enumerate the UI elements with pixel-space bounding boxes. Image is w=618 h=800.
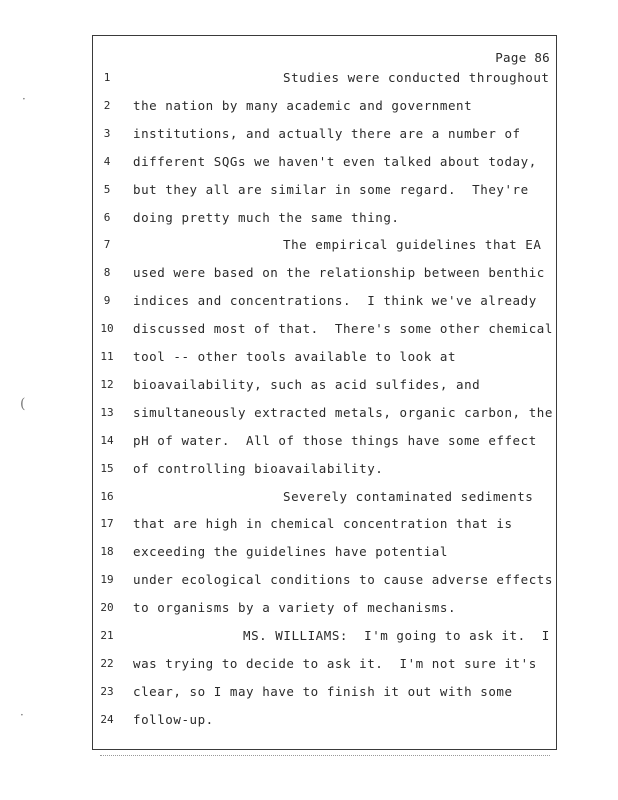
transcript-line bbox=[93, 181, 558, 199]
line-number: 13 bbox=[100, 405, 114, 419]
scan-noise-line bbox=[100, 755, 550, 758]
line-number: 7 bbox=[103, 238, 111, 252]
line-text: tool -- other tools available to look at bbox=[133, 349, 457, 364]
transcript-line bbox=[93, 376, 558, 394]
line-text: MS. WILLIAMS: I'm going to ask it. I bbox=[243, 628, 550, 643]
transcript-line bbox=[93, 97, 558, 115]
line-text: institutions, and actually there are a number of bbox=[133, 125, 521, 141]
transcript-line bbox=[93, 153, 558, 171]
line-text: was trying to decide to ask it. I'm not sure it's bbox=[133, 655, 537, 671]
transcript-line bbox=[93, 460, 558, 478]
line-number: 6 bbox=[103, 210, 111, 224]
line-text: discussed most of that. There's some other chemical bbox=[133, 321, 553, 337]
line-number: 15 bbox=[100, 461, 114, 475]
transcript-line bbox=[93, 125, 558, 143]
line-text: Severely contaminated sediments bbox=[283, 488, 534, 504]
line-text: exceeding the guidelines have potential bbox=[133, 544, 448, 560]
transcript-line bbox=[93, 599, 558, 617]
line-text: simultaneously extracted metals, organic carbon, the bbox=[133, 404, 553, 420]
line-text: doing pretty much the same thing. bbox=[133, 209, 400, 225]
line-number: 4 bbox=[103, 154, 111, 168]
line-text: Studies were conducted throughout bbox=[283, 70, 550, 85]
line-number: 14 bbox=[100, 433, 114, 447]
line-number: 24 bbox=[100, 712, 114, 726]
line-number: 2 bbox=[103, 98, 111, 112]
line-number: 20 bbox=[100, 601, 114, 615]
transcript-line bbox=[93, 711, 558, 729]
line-text: the nation by many academic and government bbox=[133, 97, 473, 113]
line-number: 16 bbox=[100, 489, 114, 503]
line-number: 11 bbox=[100, 350, 114, 363]
transcript-line bbox=[93, 264, 558, 282]
transcript-line bbox=[93, 69, 558, 87]
line-text: bioavailability, such as acid sulfides, and bbox=[133, 376, 481, 392]
transcript-line bbox=[93, 571, 558, 589]
line-number: 23 bbox=[100, 684, 114, 698]
transcript-line bbox=[93, 320, 558, 338]
line-number: 8 bbox=[103, 266, 111, 280]
transcript-frame bbox=[92, 35, 557, 750]
line-text: used were based on the relationship between benthic bbox=[133, 265, 545, 281]
line-text: indices and concentrations. I think we've already bbox=[133, 293, 537, 309]
transcript-line bbox=[93, 683, 558, 701]
transcript-line bbox=[93, 404, 558, 422]
transcript-line bbox=[93, 655, 558, 673]
margin-mark: · bbox=[20, 708, 24, 722]
line-text: of controlling bioavailability. bbox=[133, 460, 384, 476]
line-number: 10 bbox=[100, 322, 114, 336]
line-number: 9 bbox=[103, 294, 111, 308]
transcript-line bbox=[93, 236, 558, 254]
page-number: Page 86 bbox=[495, 50, 550, 65]
line-text: different SQGs we haven't even talked about today, bbox=[133, 153, 537, 169]
transcript-line bbox=[93, 515, 558, 533]
line-number: 5 bbox=[103, 182, 111, 196]
line-text: clear, so I may have to finish it out with some bbox=[133, 683, 513, 699]
line-number: 1 bbox=[103, 71, 111, 84]
line-number: 18 bbox=[100, 545, 114, 559]
line-number: 19 bbox=[100, 573, 114, 587]
line-number: 3 bbox=[103, 126, 111, 140]
line-text: that are high in chemical concentration that is bbox=[133, 516, 513, 532]
line-text: under ecological conditions to cause adverse effects bbox=[133, 572, 553, 588]
line-text: but they all are similar in some regard. They're bbox=[133, 181, 529, 197]
line-text: pH of water. All of those things have some effect bbox=[133, 432, 537, 448]
margin-mark: · bbox=[22, 92, 26, 106]
line-number: 22 bbox=[100, 656, 114, 670]
line-number: 12 bbox=[100, 377, 114, 391]
transcript-line bbox=[93, 292, 558, 310]
transcript-line bbox=[93, 348, 558, 366]
line-number: 17 bbox=[100, 517, 114, 531]
transcript-line bbox=[93, 627, 558, 645]
transcript-line bbox=[93, 209, 558, 227]
transcript-line bbox=[93, 488, 558, 506]
transcript-line bbox=[93, 543, 558, 561]
margin-mark: ( bbox=[20, 396, 26, 412]
line-text: The empirical guidelines that EA bbox=[283, 237, 542, 253]
line-number: 21 bbox=[100, 629, 114, 642]
line-text: to organisms by a variety of mechanisms. bbox=[133, 600, 457, 616]
line-text: follow-up. bbox=[133, 711, 214, 727]
transcript-line bbox=[93, 432, 558, 450]
